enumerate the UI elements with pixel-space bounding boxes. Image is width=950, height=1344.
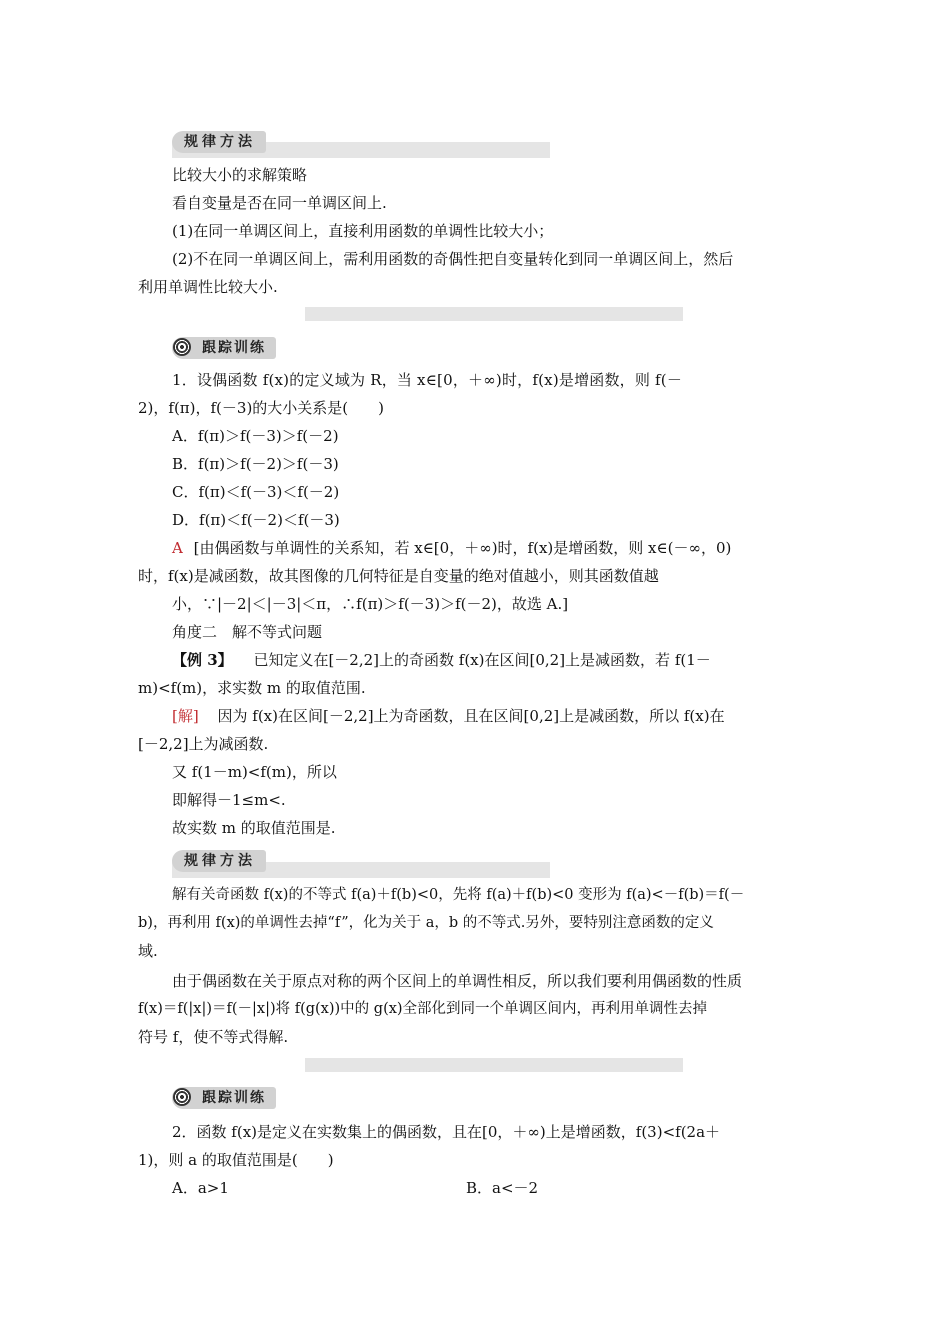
answer-letter: A [172,539,183,557]
method2-p2-line1: 由于偶函数在关于原点对称的两个区间上的单调性相反，所以我们要利用偶函数的性质 [172,972,743,990]
solution-line3: 又 f(1－m)<f(m)，所以 [172,763,337,781]
strategy-p1: 看自变量是否在同一单调区间上. [172,194,387,212]
question-1-line1: 1．设偶函数 f(x)的定义域为 R，当 x∈[0，＋∞)时，f(x)是增函数，则 f(－ [172,371,683,389]
section-divider [305,307,683,321]
example-3-line2: m)<f(m)，求实数 m 的取值范围. [138,679,366,697]
option-d: D．f(π)＜f(－2)＜f(－3) [172,511,340,529]
strategy-p3-line1 [172,248,812,270]
target-icon [173,338,191,356]
track-tag-2 [172,1087,276,1109]
method2-p2-line3: 符号 f，使不等式得解. [138,1028,289,1046]
solution-line2: [－2,2]上为减函数. [138,735,269,753]
method2-p1-line2: b)，再利用 f(x)的单调性去掉“f”，化为关于 a，b 的不等式.另外，要特别注意函数的定义 [138,915,714,931]
answer-line1 [172,537,731,559]
angle-title: 角度二 解不等式问题 [172,623,323,641]
example-text: 已知定义在[－2,2]上的奇函数 f(x)在区间[0,2]上是减函数，若 f(1－ [253,651,711,669]
strategy-p3-line2: 利用单调性比较大小. [138,278,278,296]
section-divider-2 [305,1058,683,1072]
target-icon [173,1088,191,1106]
solution-text: 因为 f(x)在区间[－2,2]上为奇函数，且在区间[0,2]上是减函数，所以 f(x)在 [217,707,725,725]
strategy-p2: (1)在同一单调区间上，直接利用函数的单调性比较大小； [172,222,554,240]
solution-line5: 故实数 m 的取值范围是. [172,819,336,837]
method2-p2-line2: f(x)＝f(|x|)＝f(－|x|)将 f(g(x))中的 g(x)全部化到同一个单调区间内，再利用单调性去掉 [138,1001,708,1017]
option-a: A．f(π)＞f(－3)＞f(－2) [172,427,339,445]
answer-line3: 小，∵|－2|＜|－3|＜π，∴f(π)＞f(－3)＞f(－2)，故选 A.] [172,595,569,613]
strategy-title: 比较大小的求解策略 [172,166,308,184]
solution-line4: 即解得－1≤m<. [172,791,286,809]
q2-option-a: A．a>1 [172,1179,229,1197]
track-tag-label: 跟踪训练 [202,340,266,356]
method2-p1-line3: 域. [138,942,158,960]
option-c: C．f(π)＜f(－3)＜f(－2) [172,483,340,501]
method-tag: 规律方法 [172,131,266,153]
question-1-line2: 2)，f(π)，f(－3)的大小关系是( ) [138,399,385,417]
question-2-line1: 2．函数 f(x)是定义在实数集上的偶函数，且在[0，＋∞)上是增函数，f(3)<f(2a＋ [172,1123,721,1141]
example-3-line1 [172,649,711,671]
method-tag-2: 规律方法 [172,850,266,872]
solution-line1 [172,705,725,727]
solution-label: [解] [172,707,199,725]
track-tag-label-2: 跟踪训练 [202,1090,266,1106]
q2-option-b: B．a<－2 [466,1179,539,1197]
example-label: 【例 3】 [172,651,233,669]
track-tag [172,337,276,359]
question-2-line2: 1)，则 a 的取值范围是( ) [138,1151,334,1169]
strategy-p3-text: (2)不在同一单调区间上，需利用函数的奇偶性把自变量转化到同一单调区间上，然后 [172,250,734,268]
answer-line2: 时，f(x)是减函数，故其图像的几何特征是自变量的绝对值越小，则其函数值越 [138,567,659,585]
option-b: B．f(π)＞f(－2)＞f(－3) [172,455,339,473]
method2-p1-line1: 解有关奇函数 f(x)的不等式 f(a)＋f(b)<0，先将 f(a)＋f(b)<0 变形为 f(a)<－f(b)＝f(－ [172,887,745,903]
answer-text-1: [由偶函数与单调性的关系知，若 x∈[0，＋∞)时，f(x)是增函数，则 x∈(－∞，0) [193,539,732,557]
